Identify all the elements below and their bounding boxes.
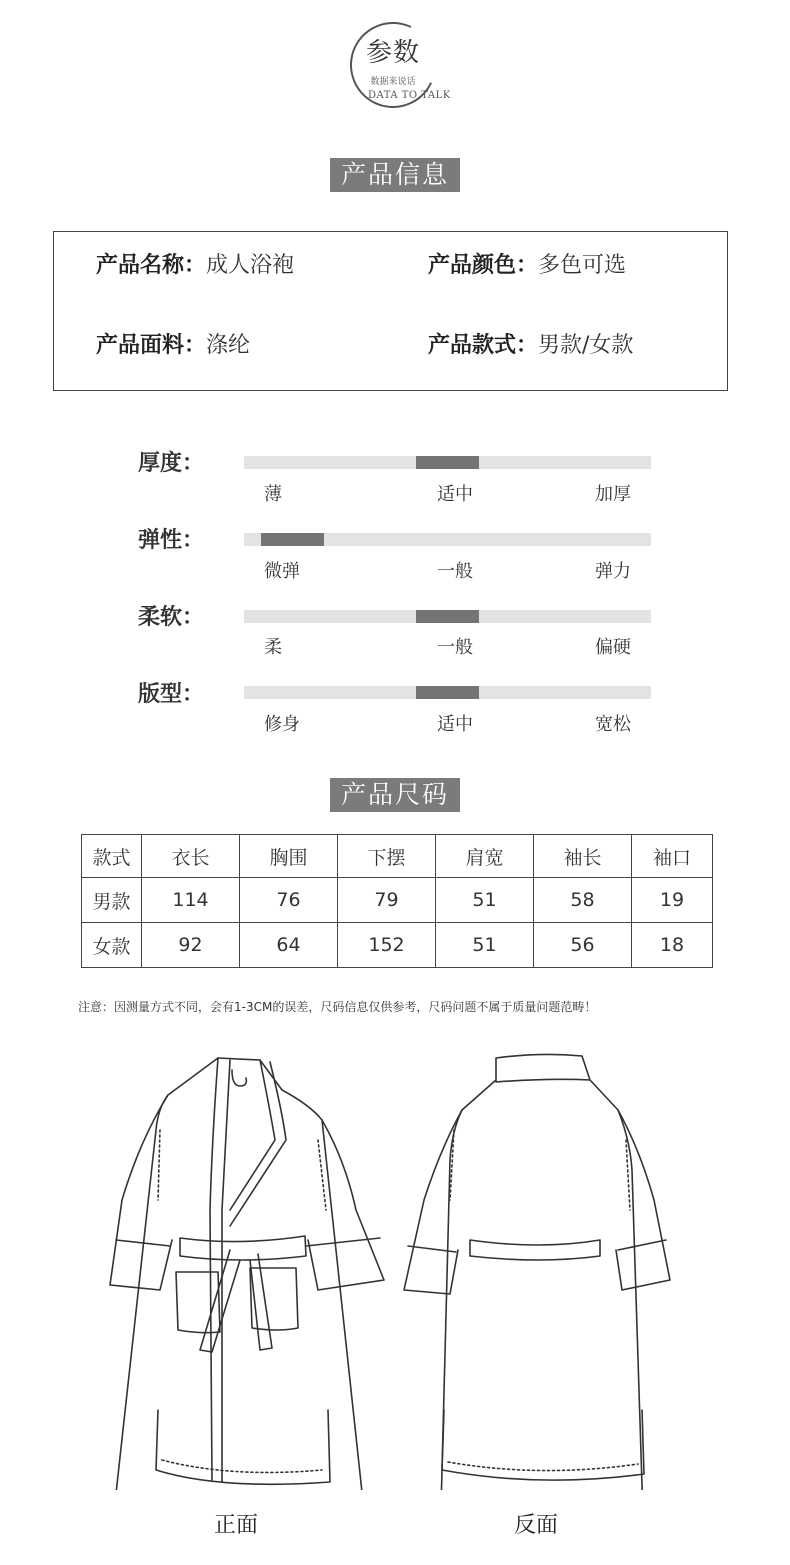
table-cell: 64 — [240, 923, 338, 968]
attribute-level-marker — [416, 456, 479, 469]
product-info-box — [53, 231, 728, 391]
column-header: 下摆 — [338, 835, 436, 878]
column-header: 胸围 — [240, 835, 338, 878]
attribute-level-marker — [416, 686, 479, 699]
attribute-level-marker — [261, 533, 324, 546]
tick-low: 微弹 — [264, 561, 300, 582]
table-cell: 19 — [632, 878, 713, 923]
attribute-label: 版型： — [138, 682, 205, 707]
tick-mid: 一般 — [437, 561, 473, 582]
table-cell: 51 — [436, 878, 534, 923]
info-item-name — [96, 248, 294, 279]
tick-low: 柔 — [264, 637, 282, 658]
table-row — [82, 923, 713, 968]
robe-front-view — [110, 1058, 384, 1490]
product-info-heading: 产品信息 — [330, 158, 460, 192]
column-header: 袖长 — [534, 835, 632, 878]
tick-mid: 适中 — [437, 484, 473, 505]
attribute-track — [244, 610, 651, 623]
table-cell: 114 — [142, 878, 240, 923]
info-label: 产品名称： — [96, 253, 207, 278]
table-row — [82, 878, 713, 923]
column-header: 肩宽 — [436, 835, 534, 878]
table-cell: 男款 — [82, 878, 142, 923]
table-header-row — [82, 835, 713, 878]
tick-high: 偏硬 — [595, 637, 631, 658]
info-value: 成人浴袍 — [206, 253, 295, 278]
info-label: 产品款式： — [428, 333, 539, 358]
info-value: 男款/女款 — [538, 333, 634, 358]
attribute-level-marker — [416, 610, 479, 623]
logo-title: 参数 — [365, 38, 420, 68]
logo-tagline: DATA TO TALK — [368, 90, 451, 101]
info-item-color — [428, 248, 626, 279]
attribute-label: 弹性： — [138, 528, 205, 553]
robe-illustration — [100, 1050, 700, 1490]
tick-high: 加厚 — [595, 484, 631, 505]
column-header: 款式 — [82, 835, 142, 878]
table-cell: 76 — [240, 878, 338, 923]
size-note: 注意：因测量方式不同，会有1-3CM的误差，尺码信息仅供参考，尺码问题不属于质量问题范畴！ — [78, 1000, 597, 1014]
table-cell: 92 — [142, 923, 240, 968]
attribute-track — [244, 533, 651, 546]
info-value: 多色可选 — [538, 253, 627, 278]
tick-low: 修身 — [264, 714, 300, 735]
back-view-label: 反面 — [514, 1513, 559, 1538]
size-chart-heading: 产品尺码 — [330, 778, 460, 812]
attribute-label: 厚度： — [138, 451, 205, 476]
table-cell: 79 — [338, 878, 436, 923]
table-cell: 58 — [534, 878, 632, 923]
attribute-track — [244, 686, 651, 699]
table-cell: 18 — [632, 923, 713, 968]
size-table — [81, 834, 713, 968]
column-header: 袖口 — [632, 835, 713, 878]
info-item-fabric — [96, 328, 250, 359]
table-cell: 152 — [338, 923, 436, 968]
table-cell: 女款 — [82, 923, 142, 968]
robe-back-view — [404, 1054, 670, 1490]
tick-mid: 一般 — [437, 637, 473, 658]
info-label: 产品颜色： — [428, 253, 539, 278]
info-item-style — [428, 328, 633, 359]
table-cell: 51 — [436, 923, 534, 968]
tick-high: 弹力 — [595, 561, 631, 582]
tick-high: 宽松 — [595, 714, 631, 735]
attribute-track — [244, 456, 651, 469]
column-header: 衣长 — [142, 835, 240, 878]
logo-subtitle: 数据来说话 — [370, 77, 416, 87]
front-view-label: 正面 — [214, 1513, 259, 1538]
info-label: 产品面料： — [96, 333, 207, 358]
info-value: 涤纶 — [206, 333, 251, 358]
tick-mid: 适中 — [437, 714, 473, 735]
tick-low: 薄 — [264, 484, 282, 505]
table-cell: 56 — [534, 923, 632, 968]
attribute-label: 柔软： — [138, 605, 205, 630]
